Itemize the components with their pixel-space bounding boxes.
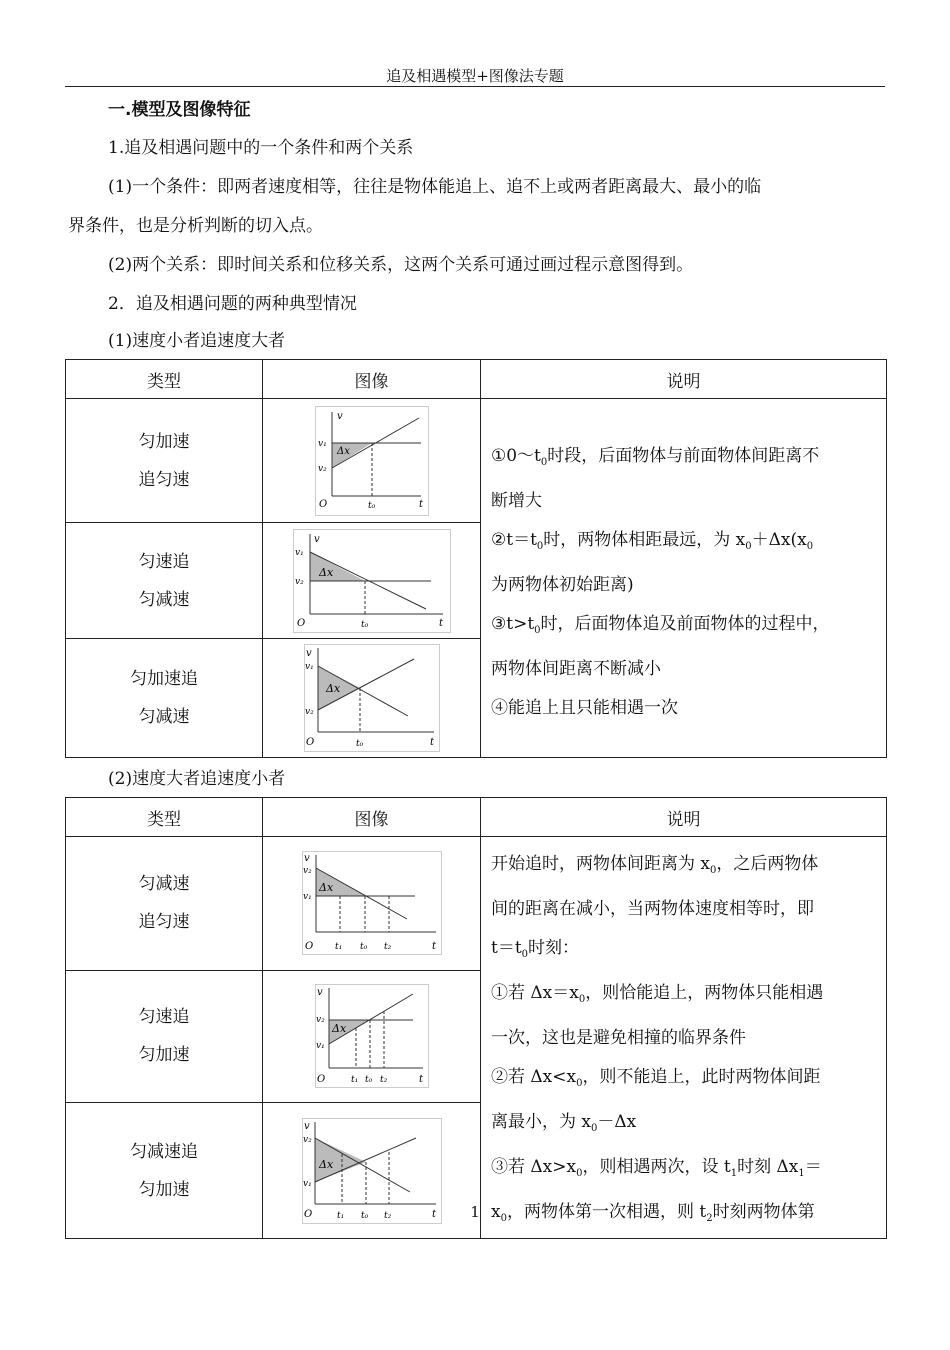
svg-text:v₁: v₁ bbox=[315, 1041, 325, 1052]
svg-text:Δx: Δx bbox=[318, 565, 333, 579]
svg-text:t: t bbox=[418, 1074, 423, 1086]
svg-text:v₂: v₂ bbox=[304, 707, 314, 717]
svg-text:t₀: t₀ bbox=[355, 739, 363, 749]
page-number: 1 bbox=[470, 1203, 480, 1221]
table1-header-type: 类型 bbox=[66, 360, 263, 399]
table2-description: 开始追时，两物体间距离为 $x_0$，之后两物体 间的距离在减小，当两物体速度相等时，即 $t=t_0$时刻： ①若 $\Delta x=x_0$，则恰能追上，两物体只能相遇 一次，这也是避免相撞的临界条件 ②若 $\Delta x<x_0$，则不能追上，此时两物体间距 离最小，为 $x_0-\Delta x$ ③若 $\Delta x>x_0$，则相遇两次，设 $t_1$时刻 $\Delta x_1=$ $x_0$，两物体第一次相遇，则 $t_2$时刻两物体第 bbox=[481, 837, 887, 1239]
table2-header-desc: 说明 bbox=[481, 798, 887, 837]
svg-text:t: t bbox=[418, 498, 423, 510]
svg-text:O: O bbox=[305, 737, 314, 748]
svg-text:v₂: v₂ bbox=[302, 866, 312, 877]
table2-row3-type: 匀减速追 匀加速 bbox=[66, 1103, 263, 1239]
table1-row3-type: 匀加速追 匀减速 bbox=[66, 639, 263, 758]
table1-description: $①0\sim t_0$时段，后面物体与前面物体间距离不 断增大 $②t=t_0$时，两物体相距最远，为 $x_0+\Delta x(x_0$ 为两物体初始距离) $③t>t_0$时，后面物体追及前面物体的过程中， 两物体间距离不断减小 ④能追上且只能相遇一次 bbox=[481, 399, 887, 758]
svg-text:t: t bbox=[429, 737, 434, 748]
table-slow-chases-fast bbox=[65, 359, 887, 758]
svg-text:v: v bbox=[303, 1120, 310, 1132]
svg-text:Δx: Δx bbox=[318, 881, 333, 895]
svg-text:t₀: t₀ bbox=[367, 500, 375, 511]
section-heading: 一.模型及图像特征 bbox=[108, 100, 251, 120]
svg-text:Δx: Δx bbox=[318, 1157, 333, 1171]
svg-text:v₁: v₁ bbox=[302, 1178, 312, 1189]
table1-header-desc: 说明 bbox=[481, 360, 887, 399]
paragraph-6: (2)速度大者追速度小者 bbox=[108, 769, 286, 789]
svg-text:Δx: Δx bbox=[325, 682, 340, 695]
table-fast-chases-slow bbox=[65, 797, 887, 1239]
svg-text:O: O bbox=[316, 1074, 325, 1086]
vt-graph-accel-chases-uniform bbox=[315, 406, 429, 516]
table1-row1-graph-cell bbox=[263, 399, 481, 523]
svg-text:v₁: v₁ bbox=[317, 438, 327, 449]
svg-text:v: v bbox=[316, 987, 323, 999]
paragraph-2b: 界条件，也是分析判断的切入点。 bbox=[68, 216, 323, 236]
svg-text:O: O bbox=[304, 941, 313, 953]
svg-text:t: t bbox=[431, 1208, 436, 1220]
header-rule bbox=[65, 86, 885, 87]
svg-text:v: v bbox=[336, 410, 343, 422]
svg-text:O: O bbox=[303, 1208, 312, 1220]
svg-text:O: O bbox=[296, 617, 305, 629]
paragraph-3: (2)两个关系：即时间关系和位移关系，这两个关系可通过画过程示意图得到。 bbox=[108, 255, 694, 275]
table1-row1-type: 匀加速 追匀速 bbox=[66, 399, 263, 523]
svg-text:Δx: Δx bbox=[336, 445, 350, 457]
table1-row2-type: 匀速追 匀减速 bbox=[66, 523, 263, 639]
svg-text:O: O bbox=[318, 498, 327, 510]
vt-graph-accel-chases-decel bbox=[304, 644, 440, 752]
paragraph-5: (1)速度小者追速度大者 bbox=[108, 331, 286, 351]
svg-text:v: v bbox=[313, 533, 320, 545]
svg-text:t₀: t₀ bbox=[359, 942, 367, 953]
svg-text:v: v bbox=[303, 853, 310, 865]
table1-row2-graph-cell bbox=[263, 523, 481, 639]
table1-row3-graph-cell bbox=[263, 639, 481, 758]
table2-row2-graph-cell bbox=[263, 970, 481, 1102]
table2-row1-graph-cell bbox=[263, 837, 481, 971]
vt-graph-decel-chases-uniform bbox=[302, 851, 442, 955]
table1-header-image: 图像 bbox=[263, 360, 481, 399]
svg-text:v: v bbox=[305, 648, 312, 659]
svg-text:t₀: t₀ bbox=[364, 1075, 372, 1086]
table2-row2-type: 匀速追 匀加速 bbox=[66, 970, 263, 1102]
paragraph-1: 1.追及相遇问题中的一个条件和两个关系 bbox=[108, 138, 414, 158]
svg-text:t₂: t₂ bbox=[383, 942, 391, 953]
paragraph-2a: (1)一个条件：即两者速度相等，往往是物体能追上、追不上或两者距离最大、最小的临 bbox=[108, 177, 762, 197]
page-header-title: 追及相遇模型+图像法专题 bbox=[386, 67, 564, 85]
svg-text:v₁: v₁ bbox=[302, 892, 312, 903]
svg-text:t: t bbox=[431, 941, 436, 953]
svg-text:t₂: t₂ bbox=[383, 1210, 391, 1221]
svg-text:t₁: t₁ bbox=[336, 1210, 344, 1221]
table2-row1-type: 匀减速 追匀速 bbox=[66, 837, 263, 971]
svg-text:t₂: t₂ bbox=[379, 1075, 387, 1086]
vt-graph-uniform-chases-accel bbox=[315, 984, 429, 1088]
svg-text:v₂: v₂ bbox=[317, 463, 327, 474]
table2-header-image: 图像 bbox=[263, 798, 481, 837]
svg-text:t₀: t₀ bbox=[360, 619, 368, 630]
svg-text:v₂: v₂ bbox=[302, 1134, 312, 1145]
svg-text:t₁: t₁ bbox=[334, 942, 342, 953]
svg-text:Δx: Δx bbox=[331, 1022, 346, 1036]
svg-text:v₂: v₂ bbox=[294, 576, 304, 587]
svg-text:t₀: t₀ bbox=[360, 1210, 368, 1221]
table2-header-type: 类型 bbox=[66, 798, 263, 837]
vt-graph-uniform-chases-decel bbox=[293, 529, 451, 633]
svg-text:v₂: v₂ bbox=[315, 1015, 325, 1026]
paragraph-4: 2．追及相遇问题的两种典型情况 bbox=[108, 294, 357, 314]
svg-text:t₁: t₁ bbox=[350, 1075, 358, 1086]
svg-text:v₁: v₁ bbox=[294, 547, 304, 558]
svg-text:t: t bbox=[438, 617, 443, 629]
svg-text:v₁: v₁ bbox=[304, 662, 314, 672]
